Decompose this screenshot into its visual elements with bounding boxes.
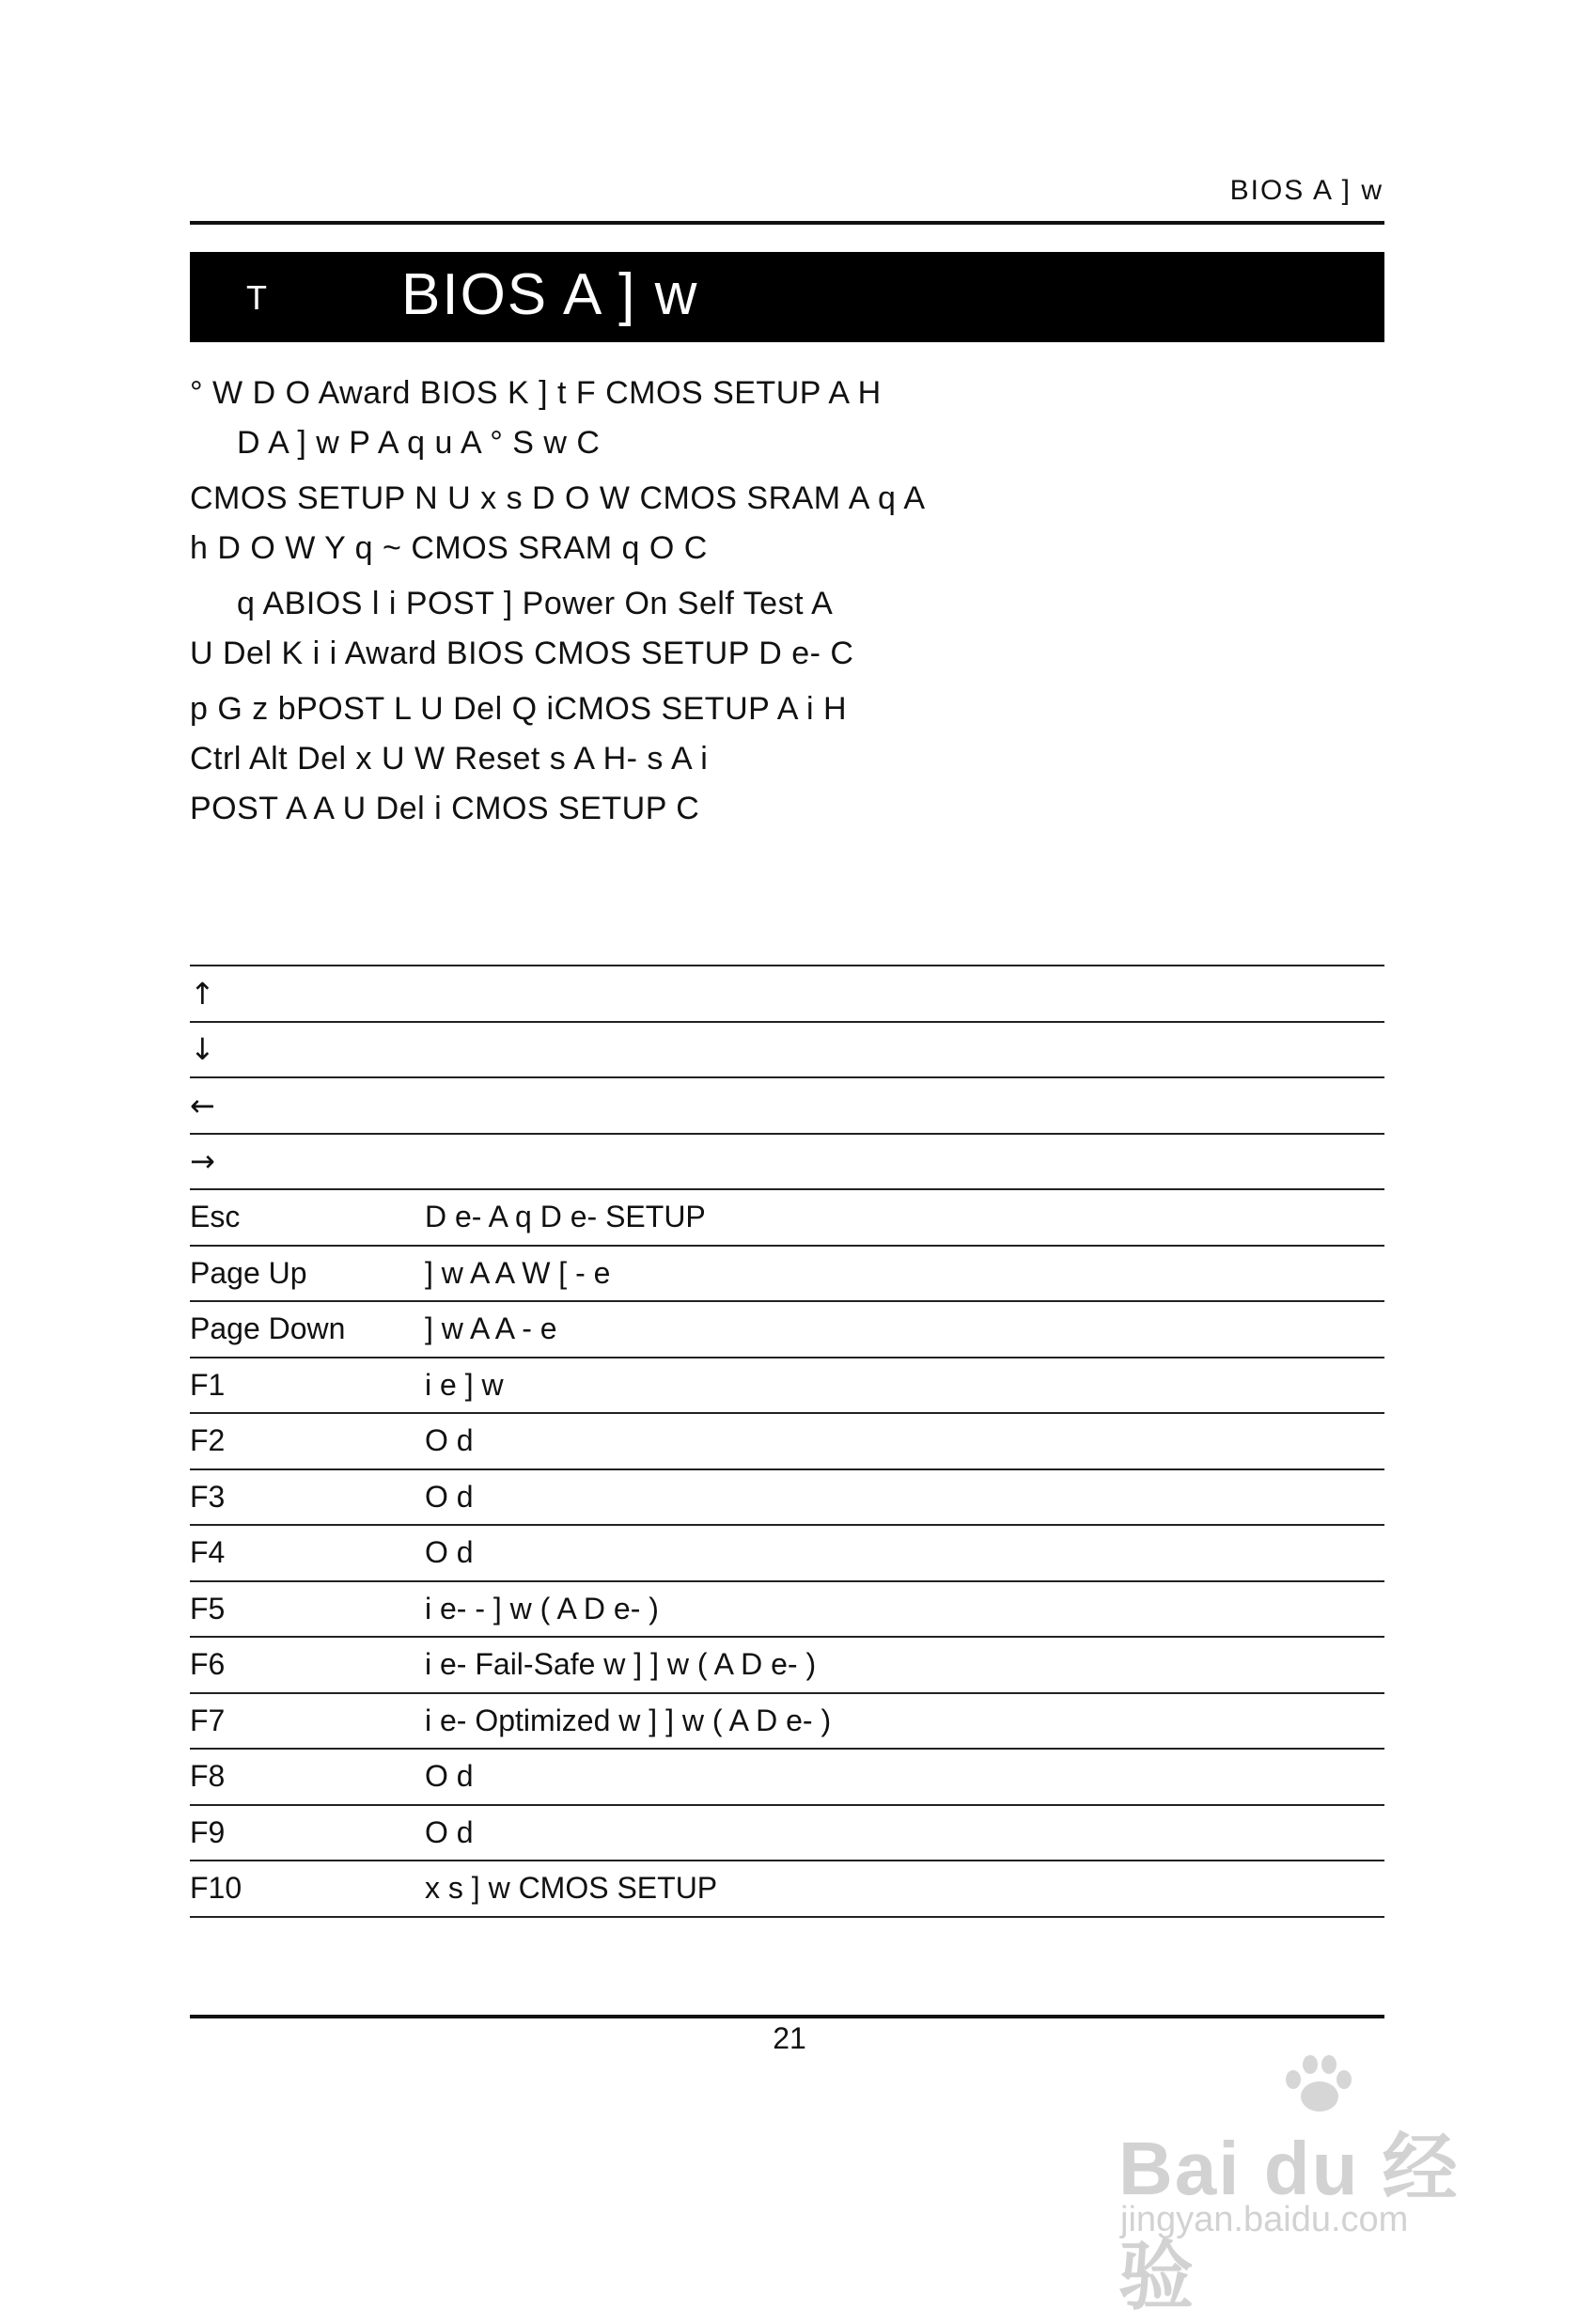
- description-cell: i e ] w: [425, 1367, 504, 1402]
- table-row: [190, 1805, 1384, 1861]
- text-line: POST A A U Del i CMOS SETUP C: [190, 791, 700, 826]
- table-row: [190, 1413, 1384, 1469]
- text-line: D A ] w P A q u A ° S w C: [237, 425, 601, 461]
- description-cell: i e- - ] w ( A D e- ): [425, 1591, 659, 1625]
- text-line: ° W D O Award BIOS K ] t F CMOS SETUP A H: [190, 375, 882, 411]
- key-cell: Page Up: [190, 1255, 307, 1290]
- description-cell: ] w A A - e: [425, 1311, 557, 1346]
- key-cell: F6: [190, 1647, 226, 1682]
- watermark-url: jingyan.baidu.com: [1120, 2200, 1409, 2239]
- key-cell: ↑: [190, 975, 215, 1012]
- watermark-brand: Bai du 经验: [1118, 2127, 1460, 2318]
- table-row: [190, 1525, 1384, 1581]
- key-cell: F9: [190, 1814, 226, 1849]
- table-row: [190, 1693, 1384, 1750]
- chapter-title-bar: [190, 252, 1384, 342]
- description-cell: i e- Optimized w ] ] w ( A D e- ): [425, 1703, 832, 1737]
- body-text: [190, 369, 1384, 840]
- description-cell: O d: [425, 1423, 474, 1458]
- key-cell: F2: [190, 1423, 226, 1458]
- watermark: [1118, 2049, 1494, 2318]
- header-divider: [190, 221, 1384, 225]
- key-cell: F5: [190, 1591, 226, 1625]
- key-cell: F1: [190, 1367, 226, 1402]
- table-row: [190, 966, 1384, 1022]
- description-cell: [425, 1022, 1384, 1078]
- paragraph: [190, 579, 1384, 679]
- paragraph: [190, 369, 1384, 468]
- table-row: [190, 1077, 1384, 1134]
- description-cell: O d: [425, 1535, 474, 1570]
- description-cell: i e- Fail-Safe w ] ] w ( A D e- ): [425, 1647, 817, 1682]
- footer-divider: [190, 2015, 1384, 2018]
- table-row: [190, 1246, 1384, 1302]
- table-row: [190, 1301, 1384, 1358]
- table-row: [190, 1637, 1384, 1693]
- running-header: BIOS A ] w: [1229, 175, 1384, 206]
- key-cell: F3: [190, 1479, 226, 1514]
- table-row: [190, 1134, 1384, 1190]
- key-cell: F10: [190, 1871, 242, 1906]
- key-cell: ←: [190, 1087, 215, 1123]
- key-cell: Esc: [190, 1200, 241, 1234]
- description-cell: O d: [425, 1814, 474, 1849]
- paragraph: [190, 684, 1384, 834]
- key-cell: Page Down: [190, 1311, 346, 1346]
- text-line: U Del K i i Award BIOS CMOS SETUP D e- C: [190, 636, 854, 671]
- table-row: [190, 1358, 1384, 1414]
- text-line: q ABIOS l i POST ] Power On Self Test A: [237, 586, 834, 621]
- text-line: p G z bPOST L U Del Q iCMOS SETUP A i H: [190, 691, 848, 727]
- description-cell: O d: [425, 1479, 474, 1514]
- text-line: CMOS SETUP N U x s D O W CMOS SRAM A q A: [190, 480, 926, 516]
- description-cell: O d: [425, 1759, 474, 1794]
- page-number: 21: [773, 2021, 806, 2055]
- description-cell: [425, 966, 1384, 1022]
- chapter-title: BIOS A ] w: [401, 262, 699, 327]
- keys-table: [190, 965, 1384, 1918]
- table-row: [190, 1189, 1384, 1246]
- table-row: [190, 1581, 1384, 1638]
- key-cell: →: [190, 1143, 215, 1180]
- key-cell: F8: [190, 1759, 226, 1794]
- description-cell: [425, 1134, 1384, 1190]
- table-row: [190, 1022, 1384, 1078]
- text-line: h D O W Y q ~ CMOS SRAM q O C: [190, 530, 708, 566]
- table-row: [190, 1861, 1384, 1917]
- paw-icon: [1278, 2049, 1353, 2115]
- description-cell: [425, 1077, 1384, 1134]
- chapter-marker: T: [246, 278, 267, 317]
- table-row: [190, 1749, 1384, 1805]
- key-cell: F4: [190, 1535, 226, 1570]
- key-cell: F7: [190, 1703, 226, 1737]
- description-cell: D e- A q D e- SETUP: [425, 1200, 706, 1234]
- description-cell: x s ] w CMOS SETUP: [425, 1871, 718, 1906]
- paragraph: [190, 474, 1384, 573]
- key-cell: ↓: [190, 1031, 215, 1068]
- text-line: Ctrl Alt Del x U W Reset s A H- s A i: [190, 741, 709, 777]
- description-cell: ] w A A W [ - e: [425, 1255, 611, 1290]
- table-row: [190, 1469, 1384, 1526]
